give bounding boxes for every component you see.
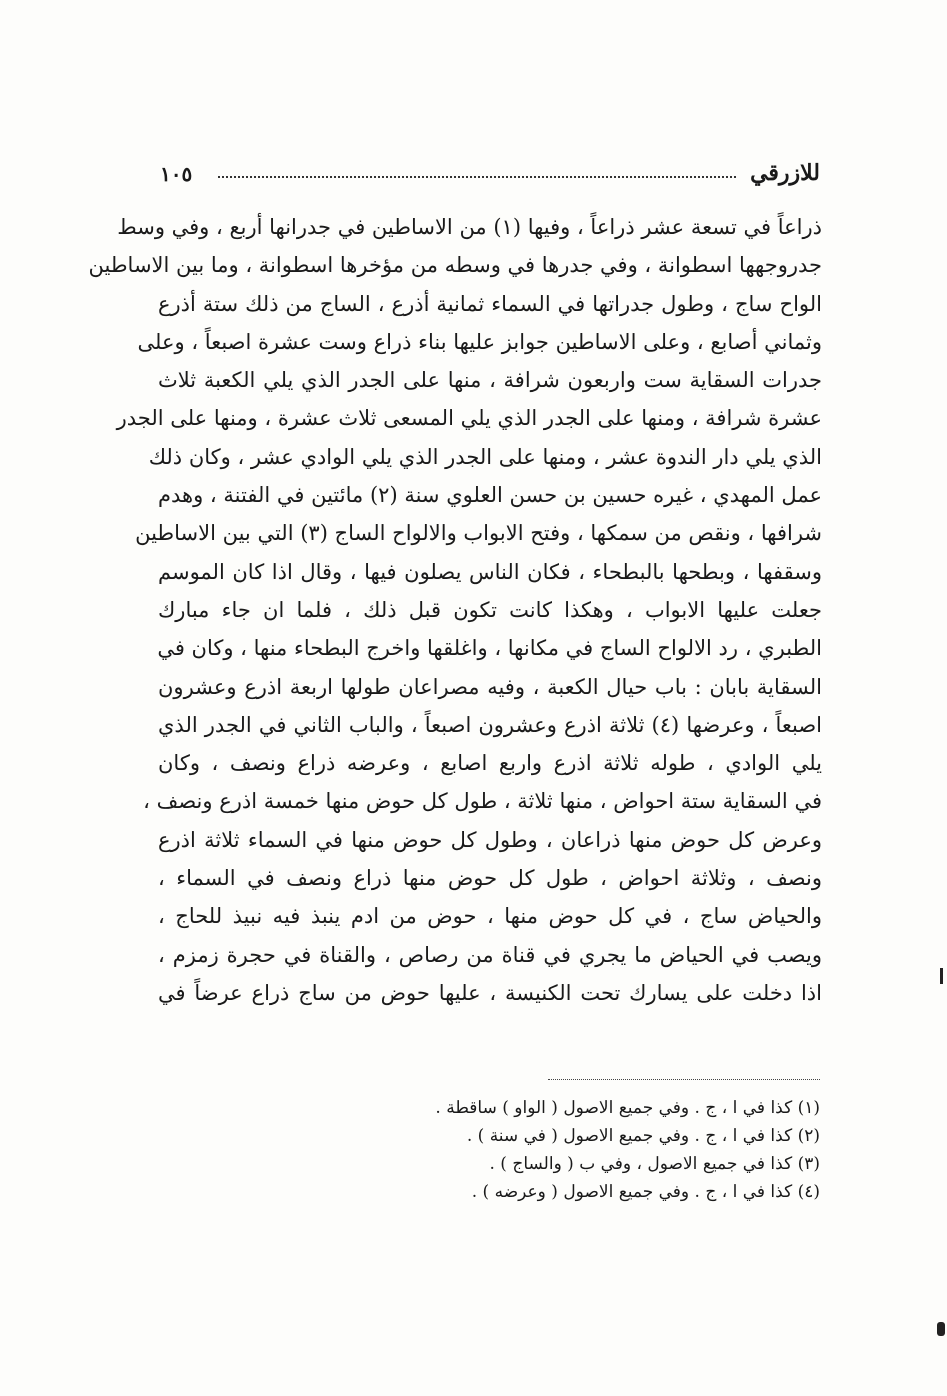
footnote-item: (٢) كذا في ا ، ج . وفي جميع الاصول ( في سنة ) . [466, 1126, 820, 1146]
text-line: شرافها ، ونقص من سمكها ، وفتح الابواب والالواح الساج (٣) التي بين الاساطين [135, 521, 822, 546]
text-line: وسقفها ، وبطحها بالبطحاء ، فكان الناس يصلون فيها ، وقال اذا كان الموسم [158, 559, 823, 584]
text-line: الذي يلي دار الندوة عشر ، ومنها على الجدر الذي يلي الوادي عشر ، وكان ذلك [148, 444, 822, 469]
footnote-item: (٤) كذا في ا ، ج . وفي جميع الاصول ( وعرضه ) . [471, 1182, 820, 1202]
text-line: وعرض كل حوض منها ذراعان ، وطول كل حوض منها في السماء ثلاثة اذرع [158, 827, 822, 852]
text-line: وثماني أصابع ، وعلى الاساطين جوابز عليها بناء ذراع وست عشرة اصبعاً ، وعلى [137, 329, 822, 354]
text-line: اذا دخلت على يسارك تحت الكنيسة ، عليها حوض من ساج ذراع عرضاً في [158, 980, 822, 1005]
text-line: جعلت عليها الابواب ، وهكذا كانت تكون قبل ذلك ، فلما ان جاء مبارك [158, 597, 822, 622]
text-line: السقاية بابان : باب حيال الكعبة ، وفيه مصراعان طولها اربعة اذرع وعشرون [158, 674, 822, 699]
footnote-item: (٣) كذا في جميع الاصول ، وفي ب ( والساج ) . [489, 1154, 820, 1174]
text-line: الطبري ، رد الالواح الساج في مكانها ، واغلقها واخرج البطحاء منها ، وكان في [157, 636, 822, 661]
text-line: يلي الوادي ، طوله ثلاثة اذرع واربع اصابع ، وعرضه ذراع ونصف ، وكان [158, 751, 822, 776]
text-line: عشرة شرافة ، ومنها على الجدر الذي يلي المسعى ثلاث عشرة ، ومنها على الجدر [116, 406, 822, 431]
header-dotted-leader [218, 176, 736, 178]
text-line: الواح ساج ، وطول جدراتها في السماء ثمانية أذرع ، الساج من ذلك ستة أذرع [158, 291, 822, 316]
footnotes [435, 1094, 820, 1206]
text-line: في السقاية ستة احواض ، منها ثلاثة ، طول كل حوض منها خمسة اذرع ونصف ، [143, 789, 822, 814]
footnote-separator [548, 1079, 820, 1080]
page-number: ١٠٥ [160, 162, 193, 186]
margin-mark [940, 968, 943, 984]
running-title: للازرقي [750, 160, 820, 186]
text-line: اصبعاً ، وعرضها (٤) ثلاثة اذرع وعشرون اصبعاً ، والباب الثاني في الجدر الذي [158, 712, 822, 737]
text-line: جدرات السقاية ست واربعون شرافة ، منها على الجدر الذي يلي الكعبة ثلاث [158, 368, 822, 393]
text-line: ونصف ، وثلاثة احواض ، طول كل حوض منها ذراع ونصف في السماء ، [158, 866, 822, 891]
footnote-item: (١) كذا في ا ، ج . وفي جميع الاصول ( الواو ) ساقطة . [435, 1098, 820, 1118]
text-line: والحياض ساج ، في كل حوض منها ، حوض من ادم ينبذ فيه نبيذ للحاج ، [158, 904, 822, 929]
text-line: ذراعاً في تسعة عشر ذراعاً ، وفيها (١) من الاساطين في جدرانها أربع ، وفي وسط [117, 215, 822, 239]
text-line: ويصب في الحياض ما يجري في قناة من رصاص ، والقناة في حجرة زمزم ، [158, 942, 822, 967]
page-header [160, 160, 820, 194]
text-line: جدروجهها اسطوانة ، وفي جدرها في وسطه من مؤخرها اسطوانة ، وما بين الاساطين [88, 253, 822, 278]
main-text-block [88, 208, 823, 1012]
text-line: عمل المهدي ، غيره حسين بن حسن العلوي سنة (٢) مائتين في الفتنة ، وهدم [158, 483, 822, 508]
margin-mark [937, 1322, 945, 1336]
